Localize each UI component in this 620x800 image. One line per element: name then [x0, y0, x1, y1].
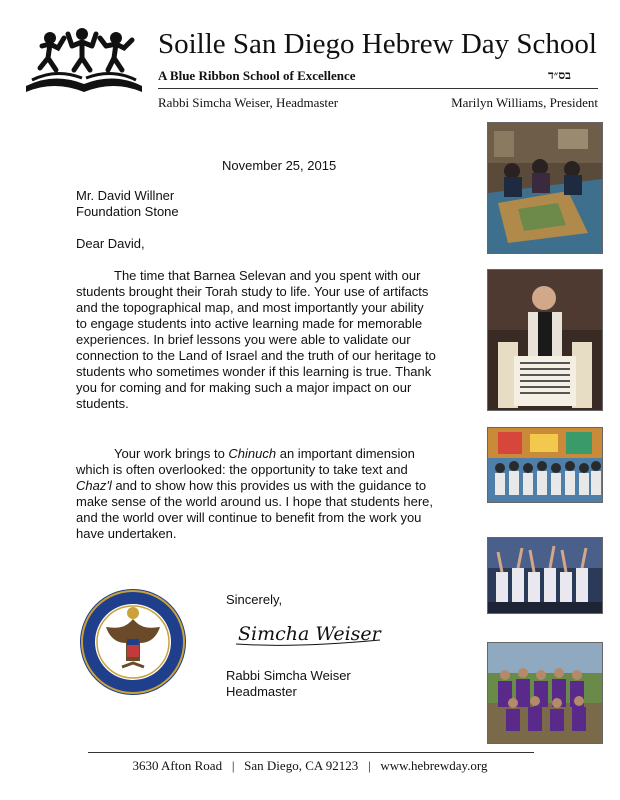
letterhead-divider [158, 88, 598, 89]
letter-date: November 25, 2015 [222, 158, 337, 173]
paragraph-2-emphasis-chazl: Chaz'l [76, 478, 112, 493]
letter-paragraph-1: The time that Barnea Selevan and you spent with our students brought their Torah study to life. Your use of artifacts and the topographical map, and most importantly your ability to engage students into active learning made for memorable experiences. In brief lessons you were able to validate our connection to the Land of Israel and the truth of our heritage to students who sometimes wonder if this learning is true. Thank you for coming and for making such a major impact on our students. [76, 268, 436, 411]
president-credit: Marilyn Williams, President [451, 95, 598, 110]
letter-greeting: Dear David, [76, 236, 145, 251]
paragraph-2-text: an important dimension which is often overlooked: the opportunity to take text and [76, 446, 415, 477]
recipient-organization: Foundation Stone [76, 204, 179, 219]
school-name: Soille San Diego Hebrew Day School [158, 28, 597, 60]
signer-block [226, 668, 351, 700]
photo-students-topographical-map [487, 122, 603, 254]
photo-students-cheering [487, 537, 603, 614]
letter-closing: Sincerely, [226, 592, 283, 607]
letter-paragraph-2 [76, 446, 436, 542]
headmaster-credit: Rabbi Simcha Weiser, Headmaster [158, 95, 339, 110]
blue-ribbon-seal [78, 587, 188, 697]
signer-name: Rabbi Simcha Weiser [226, 668, 351, 683]
paragraph-2-text: Your work brings to [114, 446, 229, 461]
paragraph-2-text: and to show how this provides us with the guidance to make sense of the world around us. I hope that students here, and the world over will continue to benefit from the work you have undertaken. [76, 478, 433, 541]
footer-divider [88, 752, 534, 753]
school-logo-open-book [20, 24, 148, 96]
paragraph-2-emphasis-chinuch: Chinuch [228, 446, 277, 461]
footer-address: 3630 Afton Road | San Diego, CA 92123 | www.hebrewday.org [132, 758, 488, 773]
school-tagline: A Blue Ribbon School of Excellence [158, 68, 356, 83]
photo-students-mural [487, 427, 603, 503]
signer-title: Headmaster [226, 684, 297, 699]
signature-text: Simcha Weiser [238, 623, 381, 645]
recipient-name: Mr. David Willner [76, 188, 175, 203]
hebrew-mark: בס״ד [548, 68, 571, 82]
handwritten-signature [234, 612, 384, 652]
photo-torah-scroll [487, 269, 603, 411]
recipient-block [76, 188, 179, 220]
photo-students-outdoors [487, 642, 603, 744]
